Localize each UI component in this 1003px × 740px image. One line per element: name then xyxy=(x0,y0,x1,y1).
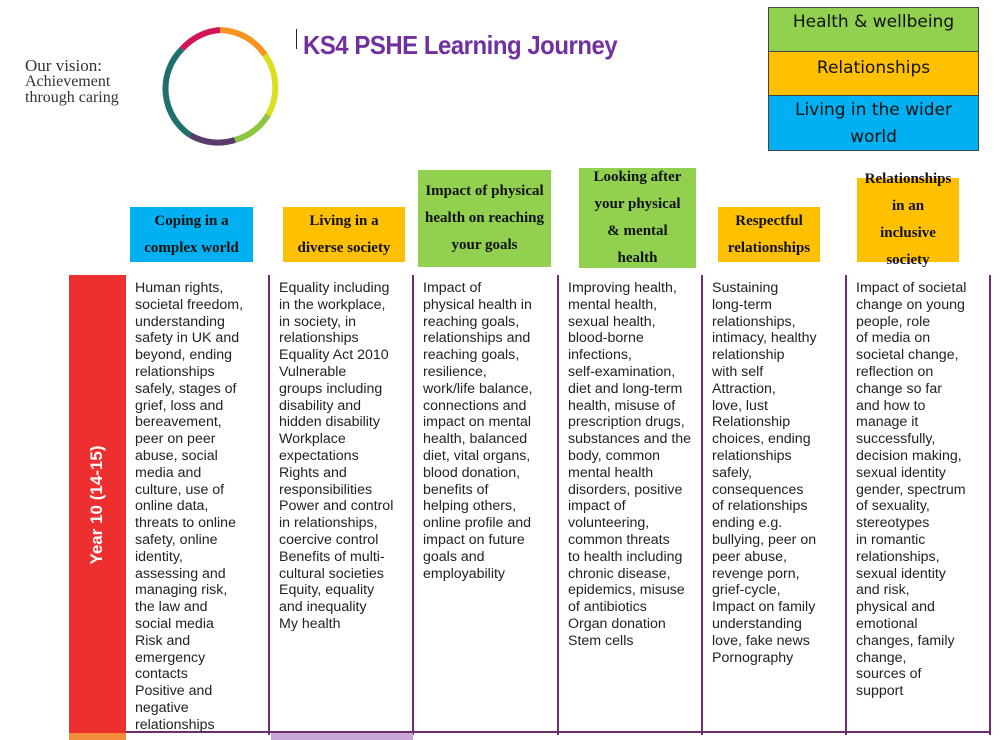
topic-header-physical-mental-health: Looking after your physical & mental health xyxy=(579,168,696,268)
vision-line-3: through caring xyxy=(25,89,119,106)
content-cell-diverse-society: Equality including in the workplace, in society, in relationships Equality Act 2010 Vulnerable groups including disability and hidden disability Workplace expectations Rights and responsibilities Power and control in relationships, coercive control Benefits of multi- cultural societies Equity, equality and inequality My health xyxy=(279,280,394,632)
school-logo-ring xyxy=(160,25,280,147)
column-divider xyxy=(557,275,559,735)
column-divider xyxy=(268,275,270,735)
column-divider xyxy=(989,275,991,735)
topic-header-inclusive-society: Relationships in an inclusive society xyxy=(857,178,959,262)
legend-living-wider-world: Living in the wider world xyxy=(768,95,979,151)
content-cell-physical-mental-health: Improving health, mental health, sexual health, blood-borne infections, self-examination, diet and long-term health, misuse of prescription drugs, substances and the body, common mental health disorders, positive impact of volunteering, common threats to health including chronic disease, epidemics, misuse of antibiotics Organ donation Stem cells xyxy=(568,280,692,649)
vision-text xyxy=(25,58,119,106)
legend-health-wellbeing: Health & wellbeing xyxy=(768,7,979,52)
title-cursor-bar xyxy=(296,29,297,49)
topic-header-diverse-society: Living in a diverse society xyxy=(283,207,405,262)
page-title: KS4 PSHE Learning Journey xyxy=(303,30,618,60)
vision-line-1: Our vision: xyxy=(25,56,102,75)
year-label: Year 10 (14-15) xyxy=(87,445,106,565)
legend-relationships: Relationships xyxy=(768,51,979,96)
column-divider xyxy=(412,275,414,735)
content-cell-physical-health-goals: Impact of physical health in reaching goals, relationships and reaching goals, resilience, work/life balance, connections and impact on mental health, balanced diet, vital organs, blood donation, benefits of helping others, online profile and impact on future goals and employability xyxy=(423,280,533,582)
column-divider xyxy=(845,275,847,735)
next-row-shade xyxy=(271,733,413,740)
next-year-bar xyxy=(69,733,126,740)
vision-line-2: Achievement xyxy=(25,73,111,90)
content-cell-coping: Human rights, societal freedom, understanding safety in UK and beyond, ending relationships safely, stages of grief, loss and bereavement, peer on peer abuse, social media and culture, use of online data, threats to online safety, online identity, assessing and managing risk, the law and social media Risk and emergency contacts Positive and negative relationships xyxy=(135,280,244,733)
content-cell-inclusive-society: Impact of societal change on young people, role of media on societal change, reflection on change so far and how to manage it successfully, decision making, sexual identity gender, spectrum of sexuality, stereotypes in romantic relationships, sexual identity and risk, physical and emotional changes, family change, sources of support xyxy=(856,280,967,700)
topic-header-coping: Coping in a complex world xyxy=(130,207,253,262)
column-divider xyxy=(701,275,703,735)
table-bottom-border xyxy=(126,731,991,733)
topic-header-respectful-relationships: Respectful relationships xyxy=(718,207,820,262)
content-cell-respectful-relationships: Sustaining long-term relationships, intimacy, healthy relationship with self Attraction, love, lust Relationship choices, ending relationships safely, consequences of relationships ending e.g. bullying, peer on peer abuse, revenge porn, grief-cycle, Impact on family understanding love, fake news Pornography xyxy=(712,280,817,666)
topic-header-physical-health-goals: Impact of physical health on reaching your goals xyxy=(418,170,551,267)
